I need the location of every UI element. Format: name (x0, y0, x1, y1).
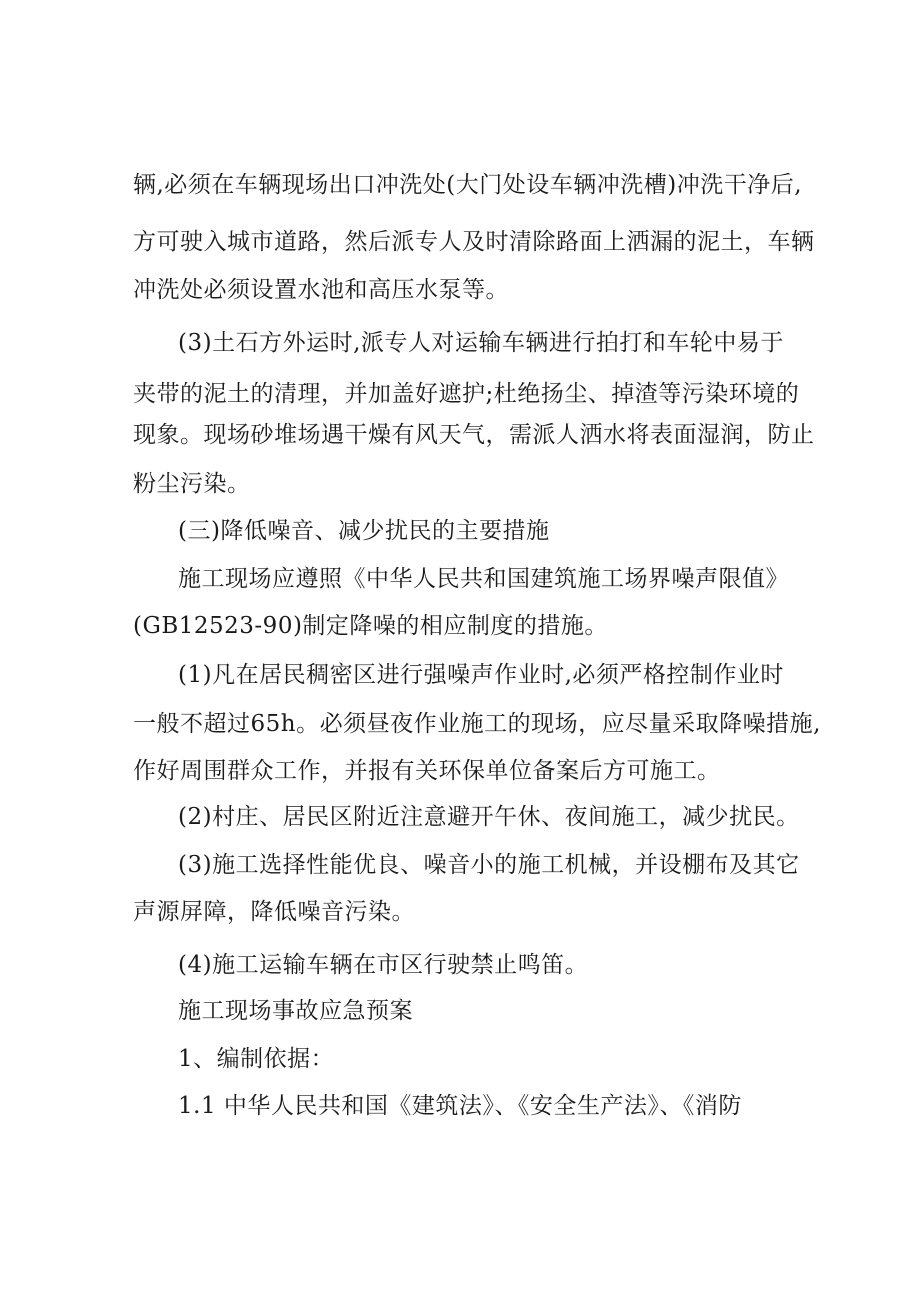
paragraph-2-line-3: 现象。现场砂堆场遇干燥有风天气，需派人洒水将表面湿润，防止 (133, 422, 815, 448)
paragraph-5-line-1: (2)村庄、居民区附近注意避开午休、夜间施工，减少扰民。 (178, 804, 800, 830)
paragraph-1-line-3: 冲洗处必须设置水池和高压水泵等。 (133, 277, 509, 303)
paragraph-3-line-2: (GB12523-90)制定降噪的相应制度的措施。 (133, 613, 608, 639)
paragraph-1-line-2: 方可驶入城市道路，然后派专人及时清除路面上洒漏的泥土，车辆 (133, 229, 815, 255)
paragraph-6-line-2: 声源屏障，降低噪音污染。 (133, 899, 415, 925)
paragraph-6-line-1: (3)施工选择性能优良、噪音小的施工机械，并设棚布及其它 (178, 852, 800, 878)
basis-item-1: 1.1 中华人民共和国《建筑法》、《安全生产法》、《消防 (178, 1093, 742, 1119)
basis-heading: 1、编制依据： (178, 1046, 335, 1072)
section-heading: (三)降低噪音、减少扰民的主要措施 (178, 518, 550, 544)
paragraph-4-line-3: 作好周围群众工作，并报有关环保单位备案后方可施工。 (133, 758, 721, 784)
paragraph-7-line-1: (4)施工运输车辆在市区行驶禁止鸣笛。 (178, 952, 589, 978)
paragraph-3-line-1: 施工现场应遵照《中华人民共和国建筑施工场界噪声限值》 (178, 566, 789, 592)
plan-title: 施工现场事故应急预案 (178, 998, 413, 1024)
paragraph-4-line-1: (1)凡在居民稠密区进行强噪声作业时,必须严格控制作业时 (178, 662, 784, 688)
paragraph-4-line-2: 一般不超过65h。必须昼夜作业施工的现场，应尽量采取降噪措施, (133, 711, 821, 737)
paragraph-1-line-1: 辆,必须在车辆现场出口冲洗处(大门处设车辆冲洗槽)冲洗干净后, (133, 172, 803, 198)
paragraph-2-line-1: (3)土石方外运时,派专人对运输车辆进行拍打和车轮中易于 (178, 330, 784, 356)
paragraph-2-line-4: 粉尘污染。 (133, 471, 251, 497)
paragraph-2-line-2: 夹带的泥土的清理，并加盖好遮护;杜绝扬尘、掉渣等污染环境的 (133, 381, 800, 407)
